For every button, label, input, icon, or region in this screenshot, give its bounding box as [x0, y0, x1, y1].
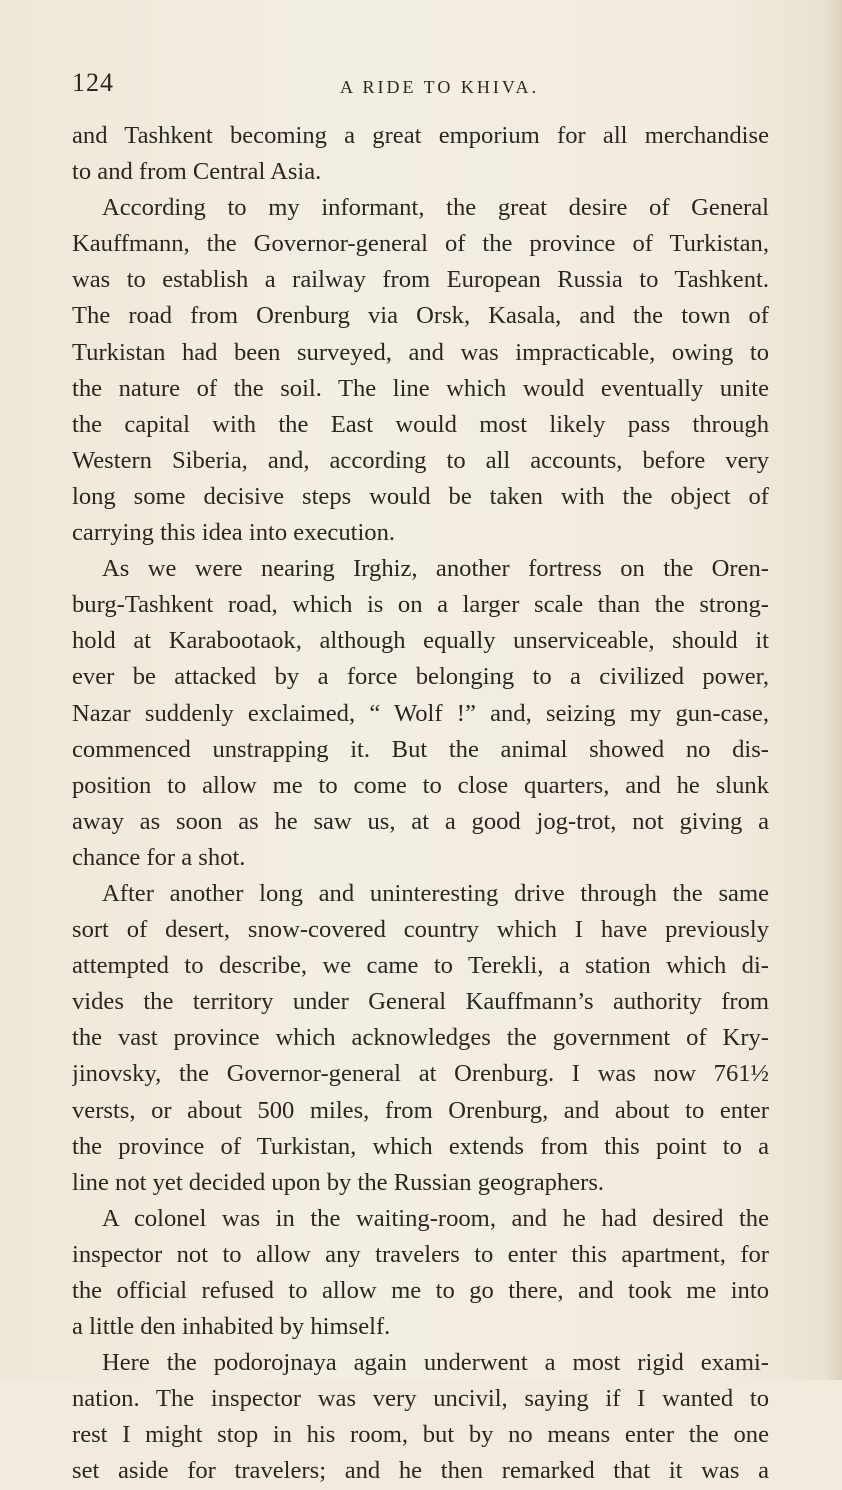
text-line: long some decisive steps would be taken with the object of	[72, 482, 769, 510]
text-line: vides the territory under General Kauffmann’s authority from	[72, 988, 769, 1016]
text-line: the vast province which acknowledges the government of Kry-	[72, 1024, 769, 1052]
text-line: carrying this idea into execution.	[72, 519, 396, 547]
text-line: burg-Tashkent road, which is on a larger scale than the strong-	[72, 591, 769, 619]
text-line: sort of desert, snow-covered country which I have previously	[72, 916, 769, 944]
body-text	[72, 118, 769, 1490]
text-line: inspector not to allow any travelers to enter this apartment, for	[72, 1240, 769, 1268]
text-line: the official refused to allow me to go there, and took me into	[72, 1277, 769, 1304]
text-line: According to my informant, the great desire of General	[102, 194, 769, 222]
text-line: versts, or about 500 miles, from Orenburg, and about to enter	[72, 1096, 769, 1124]
text-line: the province of Turkistan, which extends from this point to a	[72, 1132, 769, 1160]
page-edge-shadow	[824, 0, 842, 1380]
text-line: Western Siberia, and, according to all accounts, before very	[72, 446, 769, 474]
text-line: attempted to describe, we came to Terekli, a station which di-	[72, 952, 769, 980]
text-line: Turkistan had been surveyed, and was impracticable, owing to	[72, 338, 769, 366]
text-line: to and from Central Asia.	[72, 158, 322, 186]
page-header	[72, 68, 767, 102]
text-line: the capital with the East would most likely pass through	[72, 410, 769, 438]
text-line: the nature of the soil. The line which would eventually unite	[72, 374, 769, 402]
text-line: ever be attacked by a force belonging to a civilized power,	[72, 663, 769, 691]
text-line: As we were nearing Irghiz, another fortress on the Oren-	[102, 555, 769, 583]
text-line: chance for a shot.	[72, 843, 246, 871]
text-line: After another long and uninteresting drive through the same	[102, 879, 769, 907]
page-number: 124	[72, 68, 114, 97]
text-line: jinovsky, the Governor-general at Orenburg. I was now 761½	[72, 1060, 769, 1088]
text-line: was to establish a railway from European Russia to Tashkent.	[72, 266, 769, 294]
text-line: a little den inhabited by himself.	[72, 1313, 391, 1341]
text-line: line not yet decided upon by the Russian geographers.	[72, 1168, 605, 1196]
text-line: Nazar suddenly exclaimed, “ Wolf !” and, seizing my gun-case,	[72, 699, 769, 727]
text-line: A colonel was in the waiting-room, and he had desired the	[102, 1204, 769, 1232]
text-line: and Tashkent becoming a great emporium for all merchandise	[72, 122, 769, 149]
running-head: A RIDE TO KHIVA.	[339, 77, 539, 97]
text-line: nation. The inspector was very uncivil, saying if I wanted to	[72, 1385, 769, 1413]
text-line: position to allow me to come to close quarters, and he slunk	[72, 771, 769, 799]
text-line: Kauffmann, the Governor-general of the province of Turkistan,	[72, 230, 769, 258]
text-line: rest I might stop in his room, but by no means enter the one	[72, 1421, 769, 1449]
text-line: The road from Orenburg via Orsk, Kasala, and the town of	[72, 302, 769, 330]
text-line: Here the podorojnaya again underwent a most rigid exami-	[102, 1349, 769, 1377]
text-line: set aside for travelers; and he then remarked that it was a	[72, 1457, 769, 1485]
text-line: away as soon as he saw us, at a good jog-trot, not giving a	[72, 807, 769, 835]
text-line: commenced unstrapping it. But the animal showed no dis-	[72, 735, 769, 763]
text-line: hold at Karabootaok, although equally unserviceable, should it	[72, 627, 769, 655]
